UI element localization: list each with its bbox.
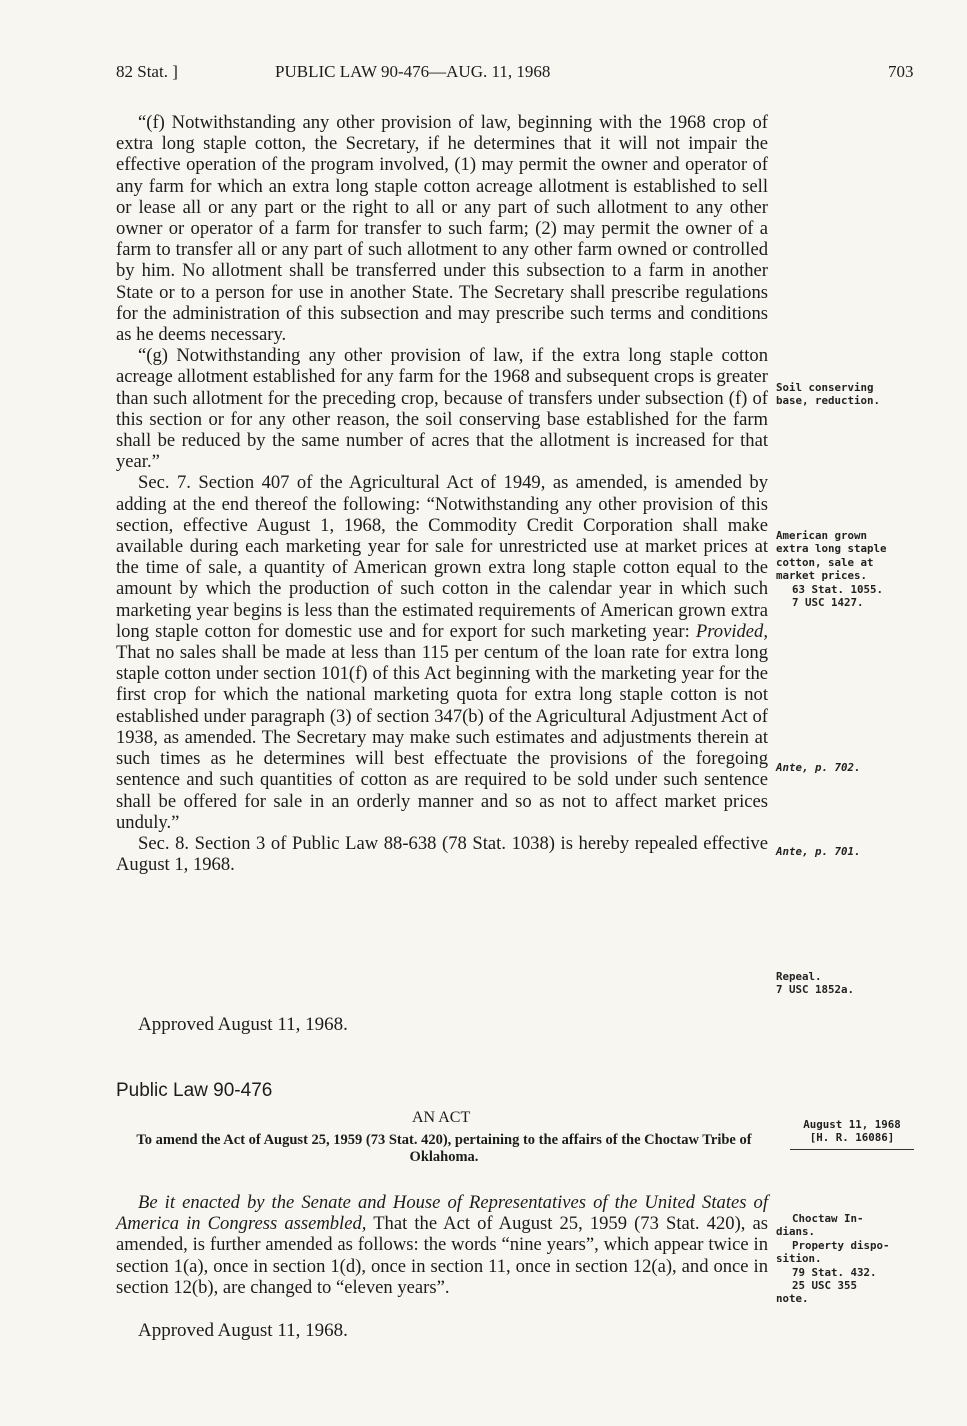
section-7-text-a: Sec. 7. Section 407 of the Agricultural Act of 1949, as amended, is amended by adding at the end thereof the following: “Notwithstanding any other provision of this section, effective August 1, 1968, the Commodity Credit Corporation shall make available during each marketing year for sale for unrestricted use at market prices at the time of sale, a quantity of American grown extra long staple cotton equal to the amount by which the production of such cotton in the calendar year in which such marketing year begins is less than the estimated requirements of American grown extra long staple cotton for domestic use and for export for such marketing year: — [116, 472, 768, 642]
margin-note-choctaw: Choctaw In- dians. Property dispo- sition. 79 Stat. 432. 25 USC 355 note. — [776, 1212, 890, 1306]
margin-note-soil: Soil conserving base, reduction. — [776, 381, 881, 408]
approval-line-1: Approved August 11, 1968. — [138, 1014, 348, 1035]
subsection-f: “(f) Notwithstanding any other provision of law, beginning with the 1968 crop of extra long staple cotton, the Secretary, if he determines that it will not impair the effective operation of the program involved, (1) may permit the owner and operator of any farm for which an extra long staple cotton acreage allotment is established to sell or lease all or any part or the right to all or any part of such allotment to any other owner or operator of a farm for transfer to such farm; (2) may permit the owner of a farm to transfer all or any part of such allotment to any other farm owned or controlled by him. No allotment shall be transferred under this subsection to a farm in another State or to a person for use in another State. The Secretary shall prescribe regulations for the administration of this subsection and may prescribe such terms and conditions as he deems necessary. — [116, 112, 768, 346]
section-7-provided: Provided, — [695, 620, 768, 642]
margin-note-repeal: Repeal. 7 USC 1852a. — [776, 970, 855, 997]
main-text-block — [116, 112, 768, 875]
margin-note-ante-701: Ante, p. 701. — [776, 845, 861, 858]
enacting-clause — [116, 1192, 768, 1298]
running-head-title: PUBLIC LAW 90-476—AUG. 11, 1968 — [275, 62, 551, 81]
date-rule — [790, 1149, 914, 1150]
section-7 — [116, 472, 768, 832]
margin-note-date: August 11, 1968 [H. R. 16086] — [790, 1118, 914, 1150]
enacting-formula: Be it enacted by the Senate and House of Representatives of the United States of America in Congress assembled, — [116, 1192, 768, 1235]
subsection-g: “(g) Notwithstanding any other provision of law, if the extra long staple cotton acreage allotment established for any farm for the 1968 and subsequent crops is greater than such allotment for the preceding crop, because of transfers under subsection (f) of this section or for any other reason, the soil conserving base established for the farm shall be reduced by the same number of acres that the allotment is increased for that year.” — [116, 345, 768, 473]
running-head-stat: 82 Stat. ] — [116, 62, 178, 81]
margin-note-ante-702: Ante, p. 702. — [776, 761, 861, 774]
section-7-text-b: That no sales shall be made at less than 115 per centum of the loan rate for extra long staple cotton under section 101(f) of this Act beginning with the marketing year for the first crop for which the national marketing quota for extra long staple cotton is not established under paragraph (3) of section 347(b) of the Agricultural Adjustment Act of 1938, as amended. The Secretary may make such estimates and adjustments therein at such times as he determines will best effectuate the provisions of the foregoing sentence and such quantities of cotton as are required to be sold under such sentence shall be offered for sale in an orderly manner and so as not to affect market prices unduly.” — [116, 642, 768, 833]
approval-line-2: Approved August 11, 1968. — [138, 1320, 348, 1341]
page-number: 703 — [888, 62, 914, 81]
margin-note-american-cotton: American grown extra long staple cotton, sale at market prices. 63 Stat. 1055. 7 USC 1427. — [776, 529, 887, 610]
section-8: Sec. 8. Section 3 of Public Law 88-638 (78 Stat. 1038) is hereby repealed effective August 1, 1968. — [116, 832, 768, 876]
act-purpose: To amend the Act of August 25, 1959 (73 Stat. 420), pertaining to the affairs of the Choctaw Tribe of Oklahoma. — [136, 1132, 752, 1165]
an-act-heading: AN ACT — [412, 1109, 471, 1126]
enacting-text: That the Act of August 25, 1959 (73 Stat. 420), as amended, is further amended as follows: the words “nine years”, which appear twice in section 1(a), once in section 1(d), once in section 11, once in section 12(a), and once in section 12(b), are changed to “eleven years”. — [116, 1213, 768, 1298]
public-law-title: Public Law 90-476 — [116, 1080, 273, 1101]
